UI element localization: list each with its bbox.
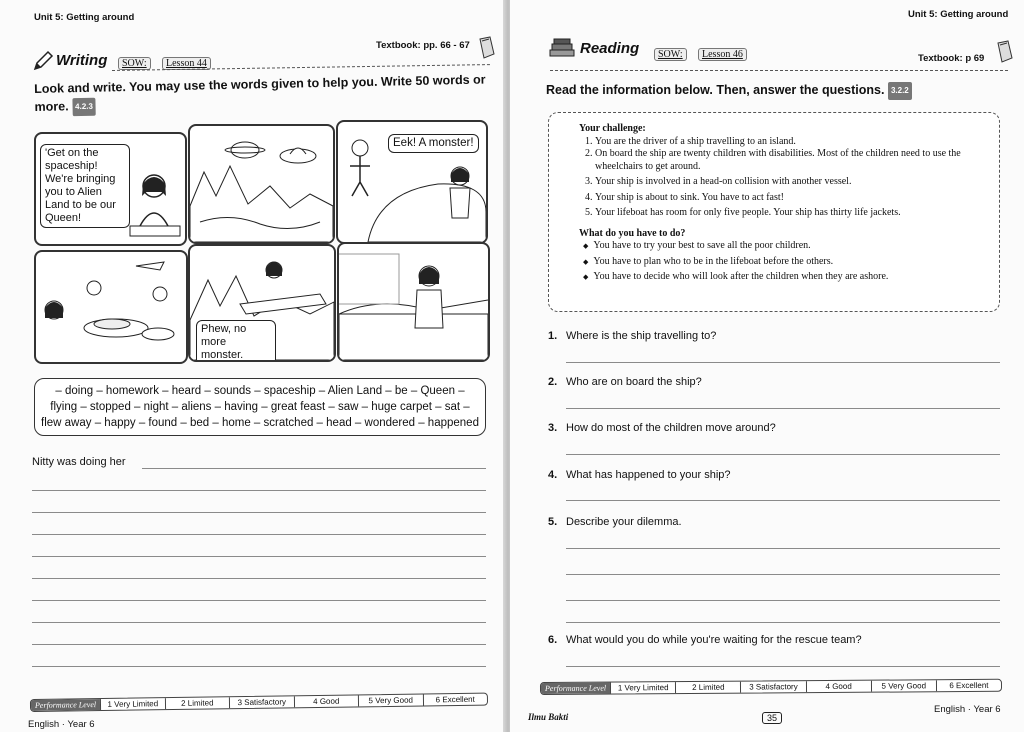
answer-line[interactable] [566, 454, 1000, 455]
sow-label: SOW: [654, 48, 687, 61]
question-number: 3. [548, 422, 558, 434]
footer: English · Year 6 [934, 704, 1001, 715]
answer-line[interactable] [32, 600, 486, 601]
challenge-content [579, 123, 989, 284]
level-5[interactable]: 5 Very Good [871, 680, 936, 691]
performance-label: Performance Level [541, 683, 610, 694]
question-number: 5. [548, 516, 558, 528]
footer: English · Year 6 [28, 719, 95, 730]
comic-panel-6 [337, 242, 490, 362]
level-1[interactable]: 1 Very Limited [610, 682, 675, 693]
level-2[interactable]: 2 Limited [164, 697, 229, 709]
level-4[interactable]: 4 Good [293, 695, 358, 707]
question-text: Where is the ship travelling to? [566, 330, 717, 342]
page-number: 35 [762, 712, 782, 724]
challenge-list [579, 136, 989, 220]
question-1 [548, 330, 716, 342]
answer-line[interactable] [566, 622, 1000, 623]
question-text: How do most of the children move around? [566, 422, 776, 434]
level-6[interactable]: 6 Excellent [422, 694, 487, 706]
challenge-item: 4. Your ship is about to sink. You have to act fast! [595, 192, 989, 205]
performance-level-bar [30, 693, 488, 712]
question-6 [548, 634, 862, 646]
publisher-logo: Ilmu Bakti [528, 712, 569, 722]
question-number: 2. [548, 376, 558, 388]
writing-instruction [34, 70, 495, 116]
question-2 [548, 376, 702, 388]
sow-label: SOW: [118, 57, 151, 70]
reading-instruction [546, 81, 912, 100]
answer-line[interactable] [566, 548, 1000, 549]
title-underline [550, 70, 1008, 71]
alien-landscape-illustration [190, 126, 333, 242]
comic-panel-1 [34, 132, 187, 246]
lesson-label: Lesson 46 [698, 48, 747, 61]
performance-label: Performance Level [31, 699, 100, 711]
challenge-item: 5. Your lifeboat has room for only five people. Your ship has thirty life jackets. [595, 207, 989, 220]
lesson-tag [698, 44, 747, 62]
comic-panel-2 [188, 124, 335, 244]
book-icon [996, 40, 1014, 69]
level-5[interactable]: 5 Very Good [358, 695, 423, 707]
todo-item: ◆ You have to plan who to be in the lifeboat before the others. [595, 256, 989, 269]
level-3[interactable]: 3 Satisfactory [229, 696, 294, 708]
footer-year: Year 6 [67, 719, 95, 730]
answer-line[interactable] [566, 408, 1000, 409]
instruction-text: Read the information below. Then, answer the questions. [546, 83, 885, 97]
answer-line[interactable] [32, 622, 486, 623]
textbook-ref: Textbook: pp. 66 - 67 [376, 40, 470, 51]
speech-bubble-2: Eek! A monster! [388, 134, 479, 153]
answer-line[interactable] [566, 574, 1000, 575]
instruction-text: Look and write. You may use the words given to help you. Write 50 words or more. [34, 72, 486, 114]
question-number: 1. [548, 330, 558, 342]
answer-line[interactable] [32, 666, 486, 667]
question-4 [548, 469, 731, 481]
footer-year: Year 6 [973, 704, 1001, 715]
answer-line[interactable] [566, 362, 1000, 363]
todo-heading: What do you have to do? [579, 227, 686, 239]
story-starter: Nitty was doing her [32, 456, 126, 468]
books-icon [548, 38, 576, 65]
answer-line[interactable] [32, 644, 486, 645]
question-number: 4. [548, 469, 558, 481]
pencil-icon [32, 50, 54, 77]
comic-panel-5 [188, 244, 336, 362]
todo-list [579, 240, 989, 284]
level-2[interactable]: 2 Limited [675, 682, 740, 693]
alien-monster-illustration [338, 122, 486, 242]
unit-header: Unit 5: Getting around [908, 9, 1009, 20]
girl-writing-illustration [124, 170, 182, 242]
challenge-item: 3. Your ship is involved in a head-on collision with another vessel. [595, 176, 989, 189]
section-title: Writing [56, 52, 108, 69]
question-number: 6. [548, 634, 558, 646]
writing-page [0, 0, 506, 732]
alien-feast-illustration [36, 252, 186, 362]
answer-line[interactable] [32, 490, 486, 491]
book-icon [478, 36, 496, 65]
sow-tag [118, 53, 151, 71]
level-3[interactable]: 3 Satisfactory [740, 681, 805, 692]
challenge-item: 1. You are the driver of a ship travelling to an island. [595, 136, 989, 149]
question-text: What would you do while you're waiting for the rescue team? [566, 634, 862, 646]
speech-bubble-3: Phew, no more monster. [196, 320, 276, 362]
standard-badge: 4.2.3 [72, 97, 96, 115]
level-6[interactable]: 6 Excellent [936, 680, 1001, 691]
comic-panel-4 [34, 250, 188, 364]
answer-line[interactable] [142, 468, 486, 469]
word-bank: – doing – homework – heard – sounds – spaceship – Alien Land – be – Queen – flying – stopped – night – aliens – having – great feast – saw – huge carpet – sat – flew away – happy – found – bed – home – scratched – head – wondered – happened [34, 378, 486, 436]
challenge-heading: Your challenge: [579, 123, 646, 134]
answer-line[interactable] [32, 578, 486, 579]
challenge-item: 2. On board the ship are twenty children with disabilities. Most of the children need to use the wheelchairs to get around. [595, 148, 989, 173]
standard-badge: 3.2.2 [888, 82, 912, 100]
todo-item: ◆ You have to try your best to save all the poor children. [595, 240, 989, 253]
speech-bubble-1: 'Get on the spaceship! We're bringing you to Alien Land to be our Queen! [40, 144, 130, 228]
girl-in-bed-illustration [339, 244, 488, 360]
question-5 [548, 516, 682, 528]
comic-panel-3 [336, 120, 488, 244]
level-1[interactable]: 1 Very Limited [100, 698, 165, 710]
sow-tag [654, 44, 687, 62]
unit-header: Unit 5: Getting around [34, 12, 135, 23]
question-text: Describe your dilemma. [566, 516, 682, 528]
textbook-ref: Textbook: p 69 [918, 53, 985, 64]
performance-level-bar [540, 679, 1002, 695]
question-3 [548, 422, 776, 434]
answer-line[interactable] [32, 534, 486, 535]
question-text: What has happened to your ship? [566, 469, 731, 481]
footer-subject: English [28, 719, 60, 730]
section-title: Reading [580, 40, 640, 57]
reading-page [510, 0, 1024, 732]
answer-line[interactable] [32, 512, 486, 513]
level-4[interactable]: 4 Good [806, 681, 871, 692]
answer-line[interactable] [566, 666, 1000, 667]
answer-line[interactable] [566, 600, 1000, 601]
footer-subject: English [934, 704, 966, 715]
todo-item: ◆ You have to decide who will look after the children when they are ashore. [595, 271, 989, 284]
question-text: Who are on board the ship? [566, 376, 702, 388]
answer-line[interactable] [32, 556, 486, 557]
answer-line[interactable] [566, 500, 1000, 501]
challenge-box [548, 112, 1000, 312]
lesson-label: Lesson 44 [162, 57, 211, 70]
